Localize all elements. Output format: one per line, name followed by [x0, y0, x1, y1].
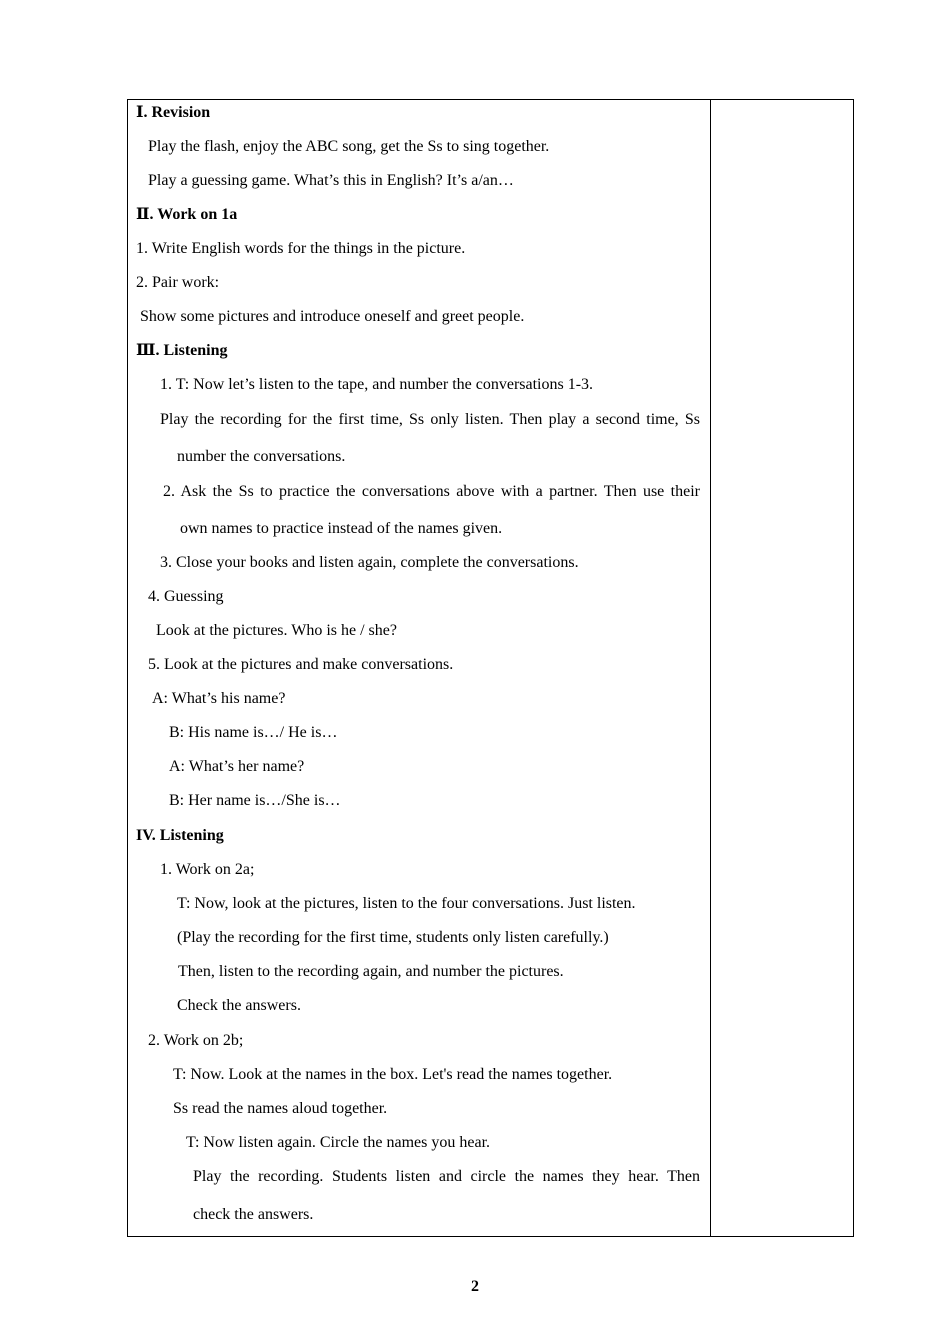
text-line: Look at the pictures. Who is he / she? [156, 622, 397, 639]
text-line: 1. T: Now let’s listen to the tape, and number the conversations 1-3. [160, 376, 594, 393]
text-line: 2. Work on 2b; [148, 1032, 244, 1049]
dialogue-line: B: Her name is…/She is… [169, 792, 341, 809]
text-line: own names to practice instead of the names given. [180, 520, 503, 537]
section-heading-work-1a: Ⅱ. Work on 1a [136, 206, 238, 223]
text-line: Play a guessing game. What’s this in English? It’s a/an… [148, 172, 514, 189]
text-line: T: Now, look at the pictures, listen to the four conversations. Just listen. [177, 895, 636, 912]
text-line: Ss read the names aloud together. [173, 1100, 388, 1117]
text-line: check the answers. [193, 1206, 314, 1223]
text-line: Check the answers. [177, 997, 301, 1014]
section-heading-revision: Ⅰ. Revision [136, 104, 211, 121]
column-divider [710, 99, 711, 1237]
text-line: 1. Write English words for the things in the picture. [136, 240, 466, 257]
text-line: Show some pictures and introduce oneself and greet people. [140, 308, 525, 325]
section-heading-listening-iv: IV. Listening [136, 827, 224, 844]
section-heading-listening: Ⅲ. Listening [136, 342, 228, 359]
text-line: (Play the recording for the first time, students only listen carefully.) [177, 929, 609, 946]
text-line: 1. Work on 2a; [160, 861, 255, 878]
page-number: 2 [471, 1278, 479, 1295]
text-line: Play the flash, enjoy the ABC song, get the Ss to sing together. [148, 138, 550, 155]
dialogue-line: A: What’s his name? [152, 690, 286, 707]
text-line: 2. Pair work: [136, 274, 220, 291]
text-line: T: Now listen again. Circle the names you hear. [186, 1134, 491, 1151]
text-line: 4. Guessing [148, 588, 224, 605]
dialogue-line: B: His name is…/ He is… [169, 724, 338, 741]
text-line: Play the recording. Students listen and circle the names they hear. Then [193, 1168, 700, 1185]
text-line: T: Now. Look at the names in the box. Let's read the names together. [173, 1066, 613, 1083]
text-line: 5. Look at the pictures and make conversations. [148, 656, 454, 673]
dialogue-line: A: What’s her name? [169, 758, 305, 775]
text-line: Play the recording for the first time, Ss only listen. Then play a second time, Ss [160, 411, 700, 428]
text-line: number the conversations. [177, 448, 346, 465]
text-line: 3. Close your books and listen again, complete the conversations. [160, 554, 579, 571]
text-line: 2. Ask the Ss to practice the conversations above with a partner. Then use their [163, 483, 700, 500]
text-line: Then, listen to the recording again, and number the pictures. [178, 963, 564, 980]
